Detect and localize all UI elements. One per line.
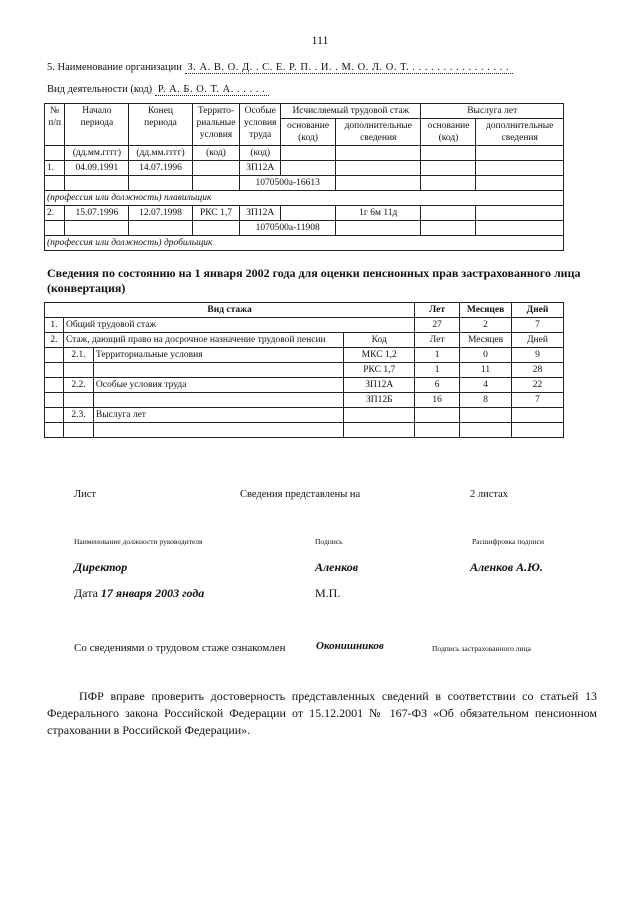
table-row: ЗП12Б 16 8 7 — [45, 393, 564, 408]
header-date1: (дд.мм.гггг) — [65, 146, 129, 161]
conversion-table — [44, 302, 564, 438]
profession-row: (профессия или должность) плавильщик — [45, 191, 564, 206]
header-years: Лет — [415, 303, 460, 318]
header-add2: дополнительные сведения — [476, 119, 564, 146]
work-periods-table: № п/п Начало периода Конец периода Террито-риальные условия Особые условия труда Исчисляемый трудовой стаж Выслуга лет основание (код) дополнительные сведения основание (код) дополнительные сведения (дд.мм.гггг) (дд.мм.гггг) (код) (код) 1. 04.09.1991 14.07.1996 ЗП12А 1070500а-16613 (профессия или должность) плавильщик 2. 15.07.1996 12.07.1998 РКС 1,7 ЗП12А 1г 6м 11д 1070500а-11908 (профессия или должность) дробильщик — [44, 103, 564, 251]
table-row: 1. Общий трудовой стаж 27 2 7 — [45, 318, 564, 333]
table-row: 2. Стаж, дающий право на досрочное назначение трудовой пенсии Код Лет Месяцев Дней — [45, 333, 564, 348]
section-title: Сведения по состоянию на 1 января 2002 года для оценки пенсионных прав застрахованного лица (конвертация) — [47, 266, 581, 295]
position-caption: Наименование должности руководителя — [74, 537, 203, 546]
header-basis1: основание (код) — [281, 119, 336, 146]
ack-signature: Оконишников — [316, 640, 384, 652]
header-type: Вид стажа — [45, 303, 415, 318]
header-months: Месяцев — [460, 303, 512, 318]
header-special: Особые условия труда — [240, 104, 281, 146]
header-date2: (дд.мм.гггг) — [129, 146, 192, 161]
organization-line — [47, 62, 513, 73]
table-row: 2.2. Особые условия труда ЗП12А 6 4 22 — [45, 378, 564, 393]
header-start: Начало периода — [65, 104, 129, 146]
decoding-caption: Расшифровка подписи — [472, 537, 544, 546]
legal-paragraph: ПФР вправе проверить достоверность представленных сведений в соответствии со статьей 13 Федерального закона Российской Федерации от 15.12.2001 № 167-ФЗ «Об обязательном пенсионном страховании в Российской Федерации». — [47, 689, 597, 737]
sheets-count: 2 листах — [470, 489, 509, 500]
date-value: 17 января 2003 года — [100, 586, 205, 600]
header-territorial: Террито-риальные условия — [192, 104, 240, 146]
ack-label: Подпись застрахованного лица — [432, 644, 531, 653]
header-service: Выслуга лет — [421, 104, 564, 119]
table-row: 2.3. Выслуга лет — [45, 408, 564, 423]
activity-value: Р. А. Б. О. Т. А. . . . . . — [155, 84, 269, 96]
header-code2: (код) — [240, 146, 281, 161]
position-value: Директор — [74, 560, 128, 574]
signature-caption: Подпись — [315, 537, 343, 546]
decoding-value: Аленков А.Ю. — [470, 560, 543, 574]
date-line — [74, 586, 204, 601]
organization-label: 5. Наименование организации — [47, 62, 182, 73]
header-add1: дополнительные сведения — [336, 119, 421, 146]
sheets-text: Сведения представлены на — [240, 489, 361, 500]
header-basis2: основание (код) — [421, 119, 476, 146]
header-days: Дней — [512, 303, 564, 318]
organization-value: З. А. В. О. Д. . С. Е. Р. П. . И. . М. О. Л. О. Т. . . . . . . . . . . . . . . . . — [185, 62, 514, 74]
ack-text: Со сведениями о трудовом стаже ознакомлен — [74, 642, 286, 654]
header-calc: Исчисляемый трудовой стаж — [281, 104, 421, 119]
stamp-mark: М.П. — [315, 586, 341, 600]
table-row: РКС 1,7 1 11 28 — [45, 363, 564, 378]
header-code1: (код) — [192, 146, 240, 161]
activity-label: Вид деятельности (код) — [47, 84, 153, 95]
table-row: 2.1. Территориальные условия МКС 1,2 1 0 9 — [45, 348, 564, 363]
signature-value: Аленков — [315, 560, 359, 574]
header-num: № п/п — [45, 104, 65, 146]
table-row: 1. 04.09.1991 14.07.1996 ЗП12А — [45, 161, 564, 176]
activity-line — [47, 84, 269, 95]
sheets-label: Лист — [74, 489, 96, 500]
date-label: Дата — [74, 586, 98, 600]
page-number: 111 — [311, 33, 329, 47]
profession-row: (профессия или должность) дробильщик — [45, 236, 564, 251]
table-row: 2. 15.07.1996 12.07.1998 РКС 1,7 ЗП12А 1г 6м 11д — [45, 206, 564, 221]
header-end: Конец периода — [129, 104, 192, 146]
